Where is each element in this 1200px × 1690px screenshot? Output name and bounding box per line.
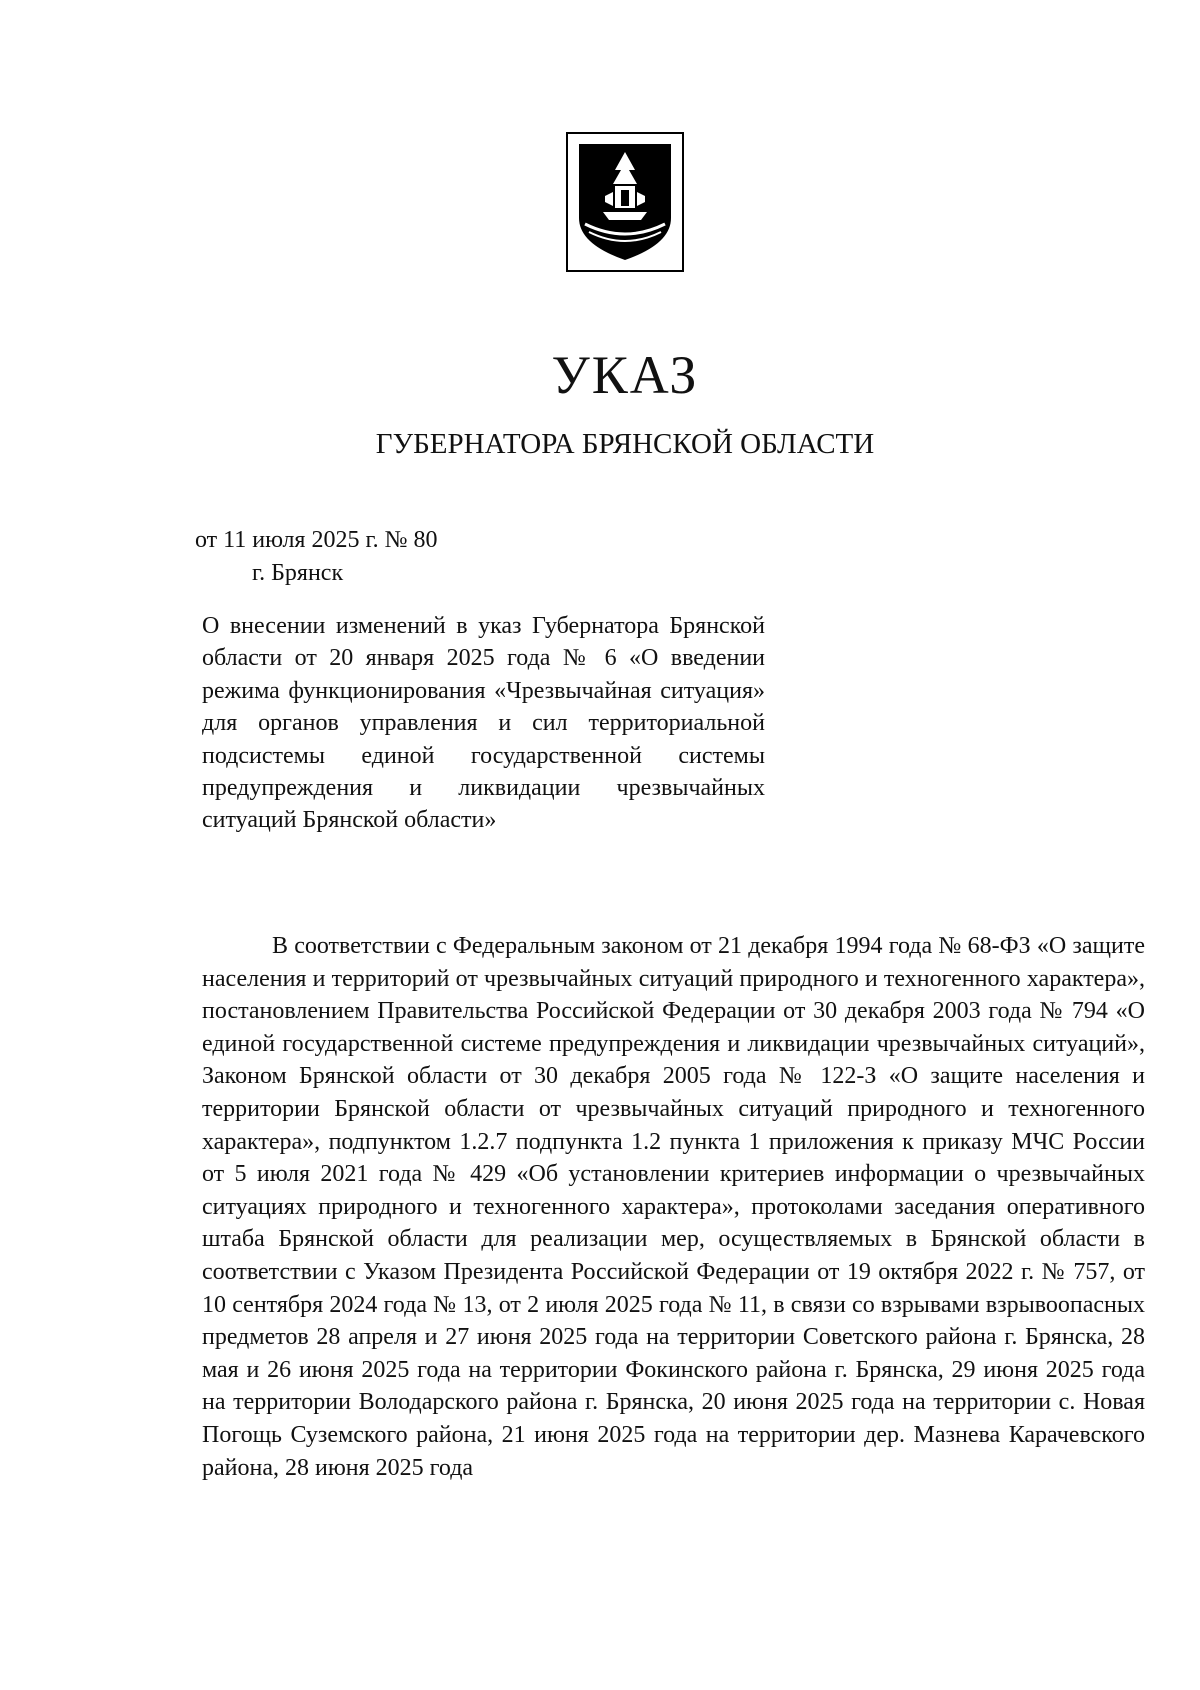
document-title: УКАЗ: [551, 345, 699, 405]
coat-of-arms-emblem: [566, 132, 684, 272]
place-of-issue: г. Брянск: [252, 560, 344, 586]
issuer-title: ГУБЕРНАТОРА БРЯНСКОЙ ОБЛАСТИ: [375, 428, 875, 460]
date-and-number: от 11 июля 2025 г. № 80: [195, 527, 438, 553]
body-paragraph: В соответствии с Федеральным законом от 21 декабря 1994 года № 68-ФЗ «О защите населения и территорий от чрезвычайных ситуаций природного и техногенного характера», постановлением Правительства Российской Федерации от 30 декабря 2003 года № 794 «О единой государственной системе предупреждения и ликвидации чрезвычайных ситуаций», Законом Брянской области от 30 декабря 2005 года № 122-З «О защите населения и территории Брянской области от чрезвычайных ситуаций природного и техногенного характера», подпунктом 1.2.7 подпункта 1.2 пункта 1 приложения к приказу МЧС России от 5 июля 2021 года № 429 «Об установлении критериев информации о чрезвычайных ситуациях природного и техногенного характера», протоколами заседания оперативного штаба Брянской области для реализации мер, осуществляемых в Брянской области в соответствии с Указом Президента Российской Федерации от 19 октября 2022 г. № 757, от 10 сентября 2024 года № 13, от 2 июля 2025 года № 11, в связи со взрывами взрывоопасных предметов 28 апреля и 27 июня 2025 года на территории Советского района г. Брянска, 28 мая и 26 июня 2025 года на территории Фокинского района г. Брянска, 29 июня 2025 года на территории Володарского района г. Брянска, 20 июня 2025 года на территории с. Новая Погощь Суземского района, 21 июня 2025 года на территории дер. Мазнева Карачевского района, 28 июня 2025 года: [202, 933, 1145, 1481]
bryansk-coat-of-arms-icon: [575, 140, 675, 264]
decree-heading: О внесении изменений в указ Губернатора Брянской области от 20 января 2025 года № 6 «О введении режима функционирования «Чрезвычайная ситуация» для органов управления и сил территориальной подсистемы единой государственной системы предупреждения и ликвидации чрезвычайных ситуаций Брянской области»: [202, 613, 765, 834]
